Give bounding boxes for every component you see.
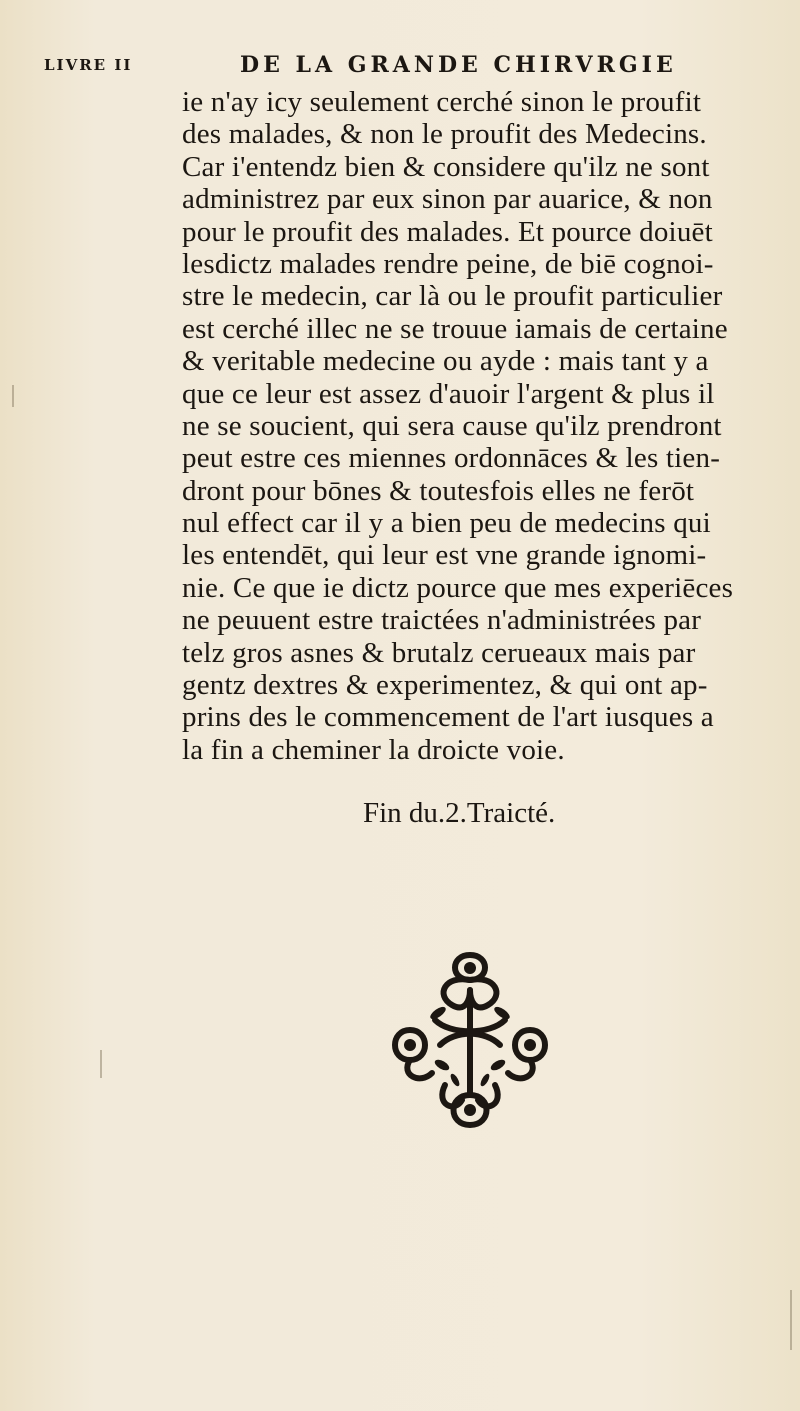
text-line: prins des le commencement de l'art iusques a bbox=[182, 701, 714, 734]
text-line: lesdictz malades rendre peine, de biē cognoi- bbox=[182, 247, 714, 280]
running-head-title: DE LA GRANDE CHIRVRGIE bbox=[240, 52, 677, 78]
running-head bbox=[0, 52, 800, 86]
text-line: nul effect car il y a bien peu de medecins qui bbox=[182, 507, 711, 540]
text-line: telz gros asnes & brutalz cerueaux mais par bbox=[182, 636, 696, 669]
text-line: stre le medecin, car là ou le proufit particulier bbox=[182, 280, 723, 313]
text-line: les entendēt, qui leur est vne grande ignomi- bbox=[182, 539, 707, 572]
margin-crease bbox=[790, 1290, 792, 1350]
margin-crease bbox=[12, 385, 14, 407]
text-line: des malades, & non le proufit des Medecins. bbox=[182, 118, 707, 151]
body-text bbox=[182, 86, 772, 766]
text-line: est cerché illec ne se trouue iamais de certaine bbox=[182, 312, 728, 345]
floral-fleuron-ornament-icon bbox=[380, 935, 560, 1135]
text-line: administrez par eux sinon par auarice, & non bbox=[182, 183, 713, 216]
text-line: pour le proufit des malades. Et pource doiuēt bbox=[182, 215, 713, 248]
text-line: ne peuuent estre traictées n'administrées par bbox=[182, 604, 702, 637]
text-line: peut estre ces miennes ordonnāces & les tien- bbox=[182, 442, 721, 475]
text-line: ne se soucient, qui sera cause qu'ilz prendront bbox=[182, 409, 722, 442]
text-line: gentz dextres & experimentez, & qui ont ap- bbox=[182, 669, 708, 702]
text-line: ie n'ay icy seulement cerché sinon le proufit bbox=[182, 86, 702, 118]
text-line: nie. Ce que ie dictz pource que mes experiēces bbox=[182, 571, 734, 604]
text-line: Car i'entendz bien & considere qu'ilz ne sont bbox=[182, 150, 710, 183]
running-head-book-number: LIVRE II bbox=[44, 56, 133, 74]
text-line: la fin a cheminer la droicte voie. bbox=[182, 733, 565, 766]
text-line: que ce leur est assez d'auoir l'argent & plus il bbox=[182, 377, 715, 410]
text-line: & veritable medecine ou ayde : mais tant y a bbox=[182, 345, 709, 378]
colophon: Fin du.2.Traicté. bbox=[363, 797, 556, 829]
margin-crease bbox=[100, 1050, 102, 1078]
text-line: dront pour bōnes & toutesfois elles ne ferōt bbox=[182, 474, 695, 507]
